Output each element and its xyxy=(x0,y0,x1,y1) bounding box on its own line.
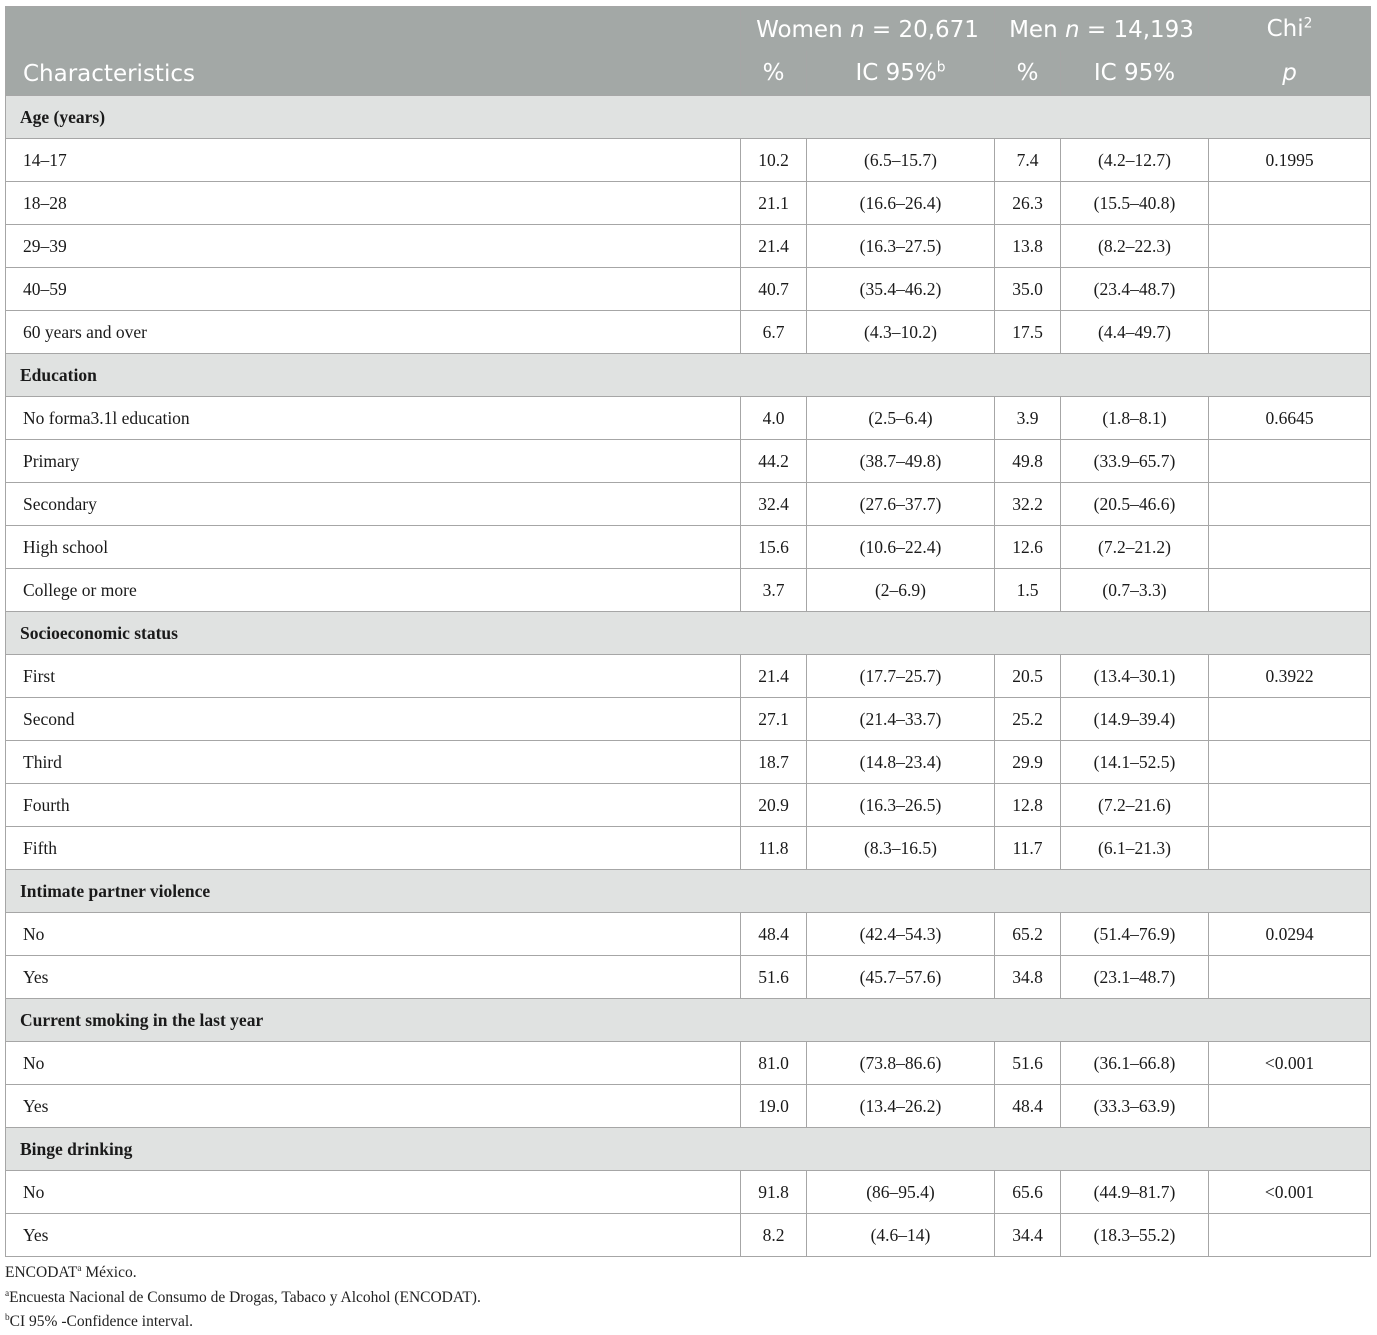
row-label: Yes xyxy=(6,1085,741,1128)
men-pct-cell: 12.8 xyxy=(995,784,1061,827)
women-ci-cell: (2–6.9) xyxy=(807,569,995,612)
header-chi-sup: 2 xyxy=(1303,15,1313,32)
men-pct-cell: 20.5 xyxy=(995,655,1061,698)
header-women-pct xyxy=(741,51,807,96)
women-pct-cell: 21.4 xyxy=(741,655,807,698)
men-ci-cell: (6.1–21.3) xyxy=(1061,827,1209,870)
row-label: No xyxy=(6,913,741,956)
row-label: Fifth xyxy=(6,827,741,870)
header-men-ci xyxy=(1061,51,1209,96)
section-title: Current smoking in the last year xyxy=(6,999,1371,1042)
women-ci-cell: (6.5–15.7) xyxy=(807,139,995,182)
header-men-n: n xyxy=(1064,17,1080,43)
men-ci-cell: (18.3–55.2) xyxy=(1061,1214,1209,1257)
footnote-a xyxy=(5,1286,1370,1311)
women-pct-cell: 3.7 xyxy=(741,569,807,612)
men-pct-cell: 34.4 xyxy=(995,1214,1061,1257)
women-pct-cell: 40.7 xyxy=(741,268,807,311)
men-pct-cell: 11.7 xyxy=(995,827,1061,870)
footnote-a-marker: a xyxy=(5,1288,10,1299)
women-ci-cell: (16.3–26.5) xyxy=(807,784,995,827)
women-ci-cell: (16.3–27.5) xyxy=(807,225,995,268)
header-men-pct xyxy=(995,51,1061,96)
men-pct-cell: 26.3 xyxy=(995,182,1061,225)
table-row xyxy=(6,182,1371,225)
row-label: No xyxy=(6,1042,741,1085)
p-value-cell: 0.1995 xyxy=(1209,139,1371,182)
row-label: Third xyxy=(6,741,741,784)
table-row xyxy=(6,268,1371,311)
p-value-cell xyxy=(1209,311,1371,354)
women-ci-cell: (4.3–10.2) xyxy=(807,311,995,354)
women-pct-cell: 44.2 xyxy=(741,440,807,483)
women-ci-cell: (4.6–14) xyxy=(807,1214,995,1257)
women-pct-cell: 11.8 xyxy=(741,827,807,870)
section-title: Binge drinking xyxy=(6,1128,1371,1171)
section-title: Education xyxy=(6,354,1371,397)
men-ci-cell: (4.4–49.7) xyxy=(1061,311,1209,354)
women-pct-cell: 6.7 xyxy=(741,311,807,354)
section-header-row xyxy=(6,1128,1371,1171)
men-pct-cell: 3.9 xyxy=(995,397,1061,440)
section-header-row xyxy=(6,354,1371,397)
row-label: 29–39 xyxy=(6,225,741,268)
footnote-source-sup: a xyxy=(77,1263,82,1274)
header-characteristics xyxy=(6,7,741,96)
women-ci-cell: (73.8–86.6) xyxy=(807,1042,995,1085)
men-ci-cell: (0.7–3.3) xyxy=(1061,569,1209,612)
p-value-cell xyxy=(1209,784,1371,827)
table-row xyxy=(6,741,1371,784)
section-header-row xyxy=(6,612,1371,655)
section-title: Age (years) xyxy=(6,96,1371,139)
men-pct-cell: 29.9 xyxy=(995,741,1061,784)
p-value-cell xyxy=(1209,1214,1371,1257)
row-label: 60 years and over xyxy=(6,311,741,354)
men-pct-cell: 49.8 xyxy=(995,440,1061,483)
table-row xyxy=(6,1171,1371,1214)
men-ci-cell: (7.2–21.6) xyxy=(1061,784,1209,827)
header-women-ci xyxy=(807,51,995,96)
footnote-source xyxy=(5,1261,1370,1286)
header-chi-label: Chi xyxy=(1266,16,1304,42)
men-ci-cell: (36.1–66.8) xyxy=(1061,1042,1209,1085)
table-row xyxy=(6,1214,1371,1257)
men-pct-cell: 48.4 xyxy=(995,1085,1061,1128)
table-row xyxy=(6,913,1371,956)
table-row xyxy=(6,440,1371,483)
table-row xyxy=(6,397,1371,440)
women-pct-cell: 51.6 xyxy=(741,956,807,999)
men-pct-cell: 13.8 xyxy=(995,225,1061,268)
p-value-cell xyxy=(1209,741,1371,784)
p-value-cell xyxy=(1209,827,1371,870)
women-ci-cell: (10.6–22.4) xyxy=(807,526,995,569)
men-ci-cell: (13.4–30.1) xyxy=(1061,655,1209,698)
p-value-cell xyxy=(1209,483,1371,526)
section-title: Intimate partner violence xyxy=(6,870,1371,913)
table-row xyxy=(6,1042,1371,1085)
header-men-pct-label: % xyxy=(1016,60,1039,86)
row-label: Fourth xyxy=(6,784,741,827)
footnote-source-suffix: México. xyxy=(81,1264,137,1281)
p-value-cell xyxy=(1209,440,1371,483)
women-pct-cell: 8.2 xyxy=(741,1214,807,1257)
table-row xyxy=(6,655,1371,698)
table-row xyxy=(6,526,1371,569)
women-ci-cell: (14.8–23.4) xyxy=(807,741,995,784)
header-women-ci-sup: b xyxy=(936,59,946,76)
table-row xyxy=(6,569,1371,612)
row-label: Primary xyxy=(6,440,741,483)
p-value-cell xyxy=(1209,182,1371,225)
header-men-ci-label: IC 95% xyxy=(1093,60,1176,86)
men-ci-cell: (23.4–48.7) xyxy=(1061,268,1209,311)
table-row xyxy=(6,311,1371,354)
header-men-value: = 14,193 xyxy=(1079,17,1194,43)
header-women-value: = 20,671 xyxy=(864,17,979,43)
footnote-b xyxy=(5,1310,1370,1335)
men-pct-cell: 1.5 xyxy=(995,569,1061,612)
men-ci-cell: (4.2–12.7) xyxy=(1061,139,1209,182)
women-ci-cell: (38.7–49.8) xyxy=(807,440,995,483)
row-label: No xyxy=(6,1171,741,1214)
header-chi-square xyxy=(1209,7,1371,52)
p-value-cell: <0.001 xyxy=(1209,1171,1371,1214)
men-ci-cell: (33.9–65.7) xyxy=(1061,440,1209,483)
men-ci-cell: (1.8–8.1) xyxy=(1061,397,1209,440)
men-pct-cell: 12.6 xyxy=(995,526,1061,569)
row-label: High school xyxy=(6,526,741,569)
header-women-pct-label: % xyxy=(762,60,785,86)
women-ci-cell: (86–95.4) xyxy=(807,1171,995,1214)
p-value-cell xyxy=(1209,1085,1371,1128)
table-row xyxy=(6,827,1371,870)
section-header-row xyxy=(6,870,1371,913)
footnote-source-text: ENCODAT xyxy=(5,1264,78,1281)
section-title: Socioeconomic status xyxy=(6,612,1371,655)
men-ci-cell: (14.1–52.5) xyxy=(1061,741,1209,784)
table-row xyxy=(6,956,1371,999)
header-women-n: n xyxy=(849,17,865,43)
women-pct-cell: 48.4 xyxy=(741,913,807,956)
p-value-cell: <0.001 xyxy=(1209,1042,1371,1085)
p-value-cell xyxy=(1209,956,1371,999)
women-pct-cell: 27.1 xyxy=(741,698,807,741)
row-label: 40–59 xyxy=(6,268,741,311)
women-pct-cell: 81.0 xyxy=(741,1042,807,1085)
women-pct-cell: 32.4 xyxy=(741,483,807,526)
men-pct-cell: 34.8 xyxy=(995,956,1061,999)
women-pct-cell: 10.2 xyxy=(741,139,807,182)
p-value-cell: 0.3922 xyxy=(1209,655,1371,698)
women-pct-cell: 18.7 xyxy=(741,741,807,784)
women-pct-cell: 20.9 xyxy=(741,784,807,827)
p-value-cell xyxy=(1209,698,1371,741)
men-ci-cell: (7.2–21.2) xyxy=(1061,526,1209,569)
table-row xyxy=(6,483,1371,526)
footnote-b-text: CI 95% -Confidence interval. xyxy=(9,1313,194,1330)
women-ci-cell: (42.4–54.3) xyxy=(807,913,995,956)
table-row xyxy=(6,225,1371,268)
men-ci-cell: (8.2–22.3) xyxy=(1061,225,1209,268)
women-pct-cell: 4.0 xyxy=(741,397,807,440)
footnote-b-marker: b xyxy=(5,1312,10,1323)
women-ci-cell: (13.4–26.2) xyxy=(807,1085,995,1128)
men-ci-cell: (51.4–76.9) xyxy=(1061,913,1209,956)
p-value-cell xyxy=(1209,569,1371,612)
women-ci-cell: (17.7–25.7) xyxy=(807,655,995,698)
table-row xyxy=(6,139,1371,182)
row-label: Yes xyxy=(6,1214,741,1257)
table-container xyxy=(5,6,1370,1335)
footnote-a-text: Encuesta Nacional de Consumo de Drogas, Tabaco y Alcohol (ENCODAT). xyxy=(9,1288,481,1306)
women-pct-cell: 21.1 xyxy=(741,182,807,225)
p-value-cell xyxy=(1209,225,1371,268)
women-ci-cell: (8.3–16.5) xyxy=(807,827,995,870)
men-ci-cell: (20.5–46.6) xyxy=(1061,483,1209,526)
p-value-cell: 0.6645 xyxy=(1209,397,1371,440)
men-ci-cell: (33.3–63.9) xyxy=(1061,1085,1209,1128)
women-ci-cell: (2.5–6.4) xyxy=(807,397,995,440)
row-label: Secondary xyxy=(6,483,741,526)
row-label: Yes xyxy=(6,956,741,999)
men-pct-cell: 65.6 xyxy=(995,1171,1061,1214)
header-characteristics-label: Characteristics xyxy=(23,61,195,87)
women-ci-cell: (27.6–37.7) xyxy=(807,483,995,526)
header-p-label: p xyxy=(1282,60,1297,86)
row-label: 14–17 xyxy=(6,139,741,182)
header-women-label: Women xyxy=(756,17,850,43)
men-ci-cell: (44.9–81.7) xyxy=(1061,1171,1209,1214)
characteristics-table xyxy=(5,6,1371,1257)
men-pct-cell: 35.0 xyxy=(995,268,1061,311)
women-ci-cell: (21.4–33.7) xyxy=(807,698,995,741)
header-p-value xyxy=(1209,51,1371,96)
men-pct-cell: 17.5 xyxy=(995,311,1061,354)
row-label: 18–28 xyxy=(6,182,741,225)
header-women-ci-label: IC 95% xyxy=(855,60,937,86)
section-header-row xyxy=(6,96,1371,139)
men-ci-cell: (14.9–39.4) xyxy=(1061,698,1209,741)
p-value-cell: 0.0294 xyxy=(1209,913,1371,956)
header-women xyxy=(741,7,995,52)
header-men-label: Men xyxy=(1009,17,1065,43)
row-label: College or more xyxy=(6,569,741,612)
men-pct-cell: 25.2 xyxy=(995,698,1061,741)
table-header xyxy=(6,7,1371,96)
table-row xyxy=(6,1085,1371,1128)
men-ci-cell: (23.1–48.7) xyxy=(1061,956,1209,999)
men-pct-cell: 32.2 xyxy=(995,483,1061,526)
section-header-row xyxy=(6,999,1371,1042)
table-body xyxy=(6,96,1371,1257)
row-label: No forma3.1l education xyxy=(6,397,741,440)
row-label: First xyxy=(6,655,741,698)
women-pct-cell: 91.8 xyxy=(741,1171,807,1214)
footnotes xyxy=(5,1261,1370,1335)
p-value-cell xyxy=(1209,526,1371,569)
table-row xyxy=(6,784,1371,827)
women-ci-cell: (16.6–26.4) xyxy=(807,182,995,225)
row-label: Second xyxy=(6,698,741,741)
men-ci-cell: (15.5–40.8) xyxy=(1061,182,1209,225)
women-pct-cell: 15.6 xyxy=(741,526,807,569)
p-value-cell xyxy=(1209,268,1371,311)
table-row xyxy=(6,698,1371,741)
men-pct-cell: 65.2 xyxy=(995,913,1061,956)
women-ci-cell: (35.4–46.2) xyxy=(807,268,995,311)
women-pct-cell: 19.0 xyxy=(741,1085,807,1128)
men-pct-cell: 7.4 xyxy=(995,139,1061,182)
women-ci-cell: (45.7–57.6) xyxy=(807,956,995,999)
men-pct-cell: 51.6 xyxy=(995,1042,1061,1085)
header-men xyxy=(995,7,1209,52)
women-pct-cell: 21.4 xyxy=(741,225,807,268)
